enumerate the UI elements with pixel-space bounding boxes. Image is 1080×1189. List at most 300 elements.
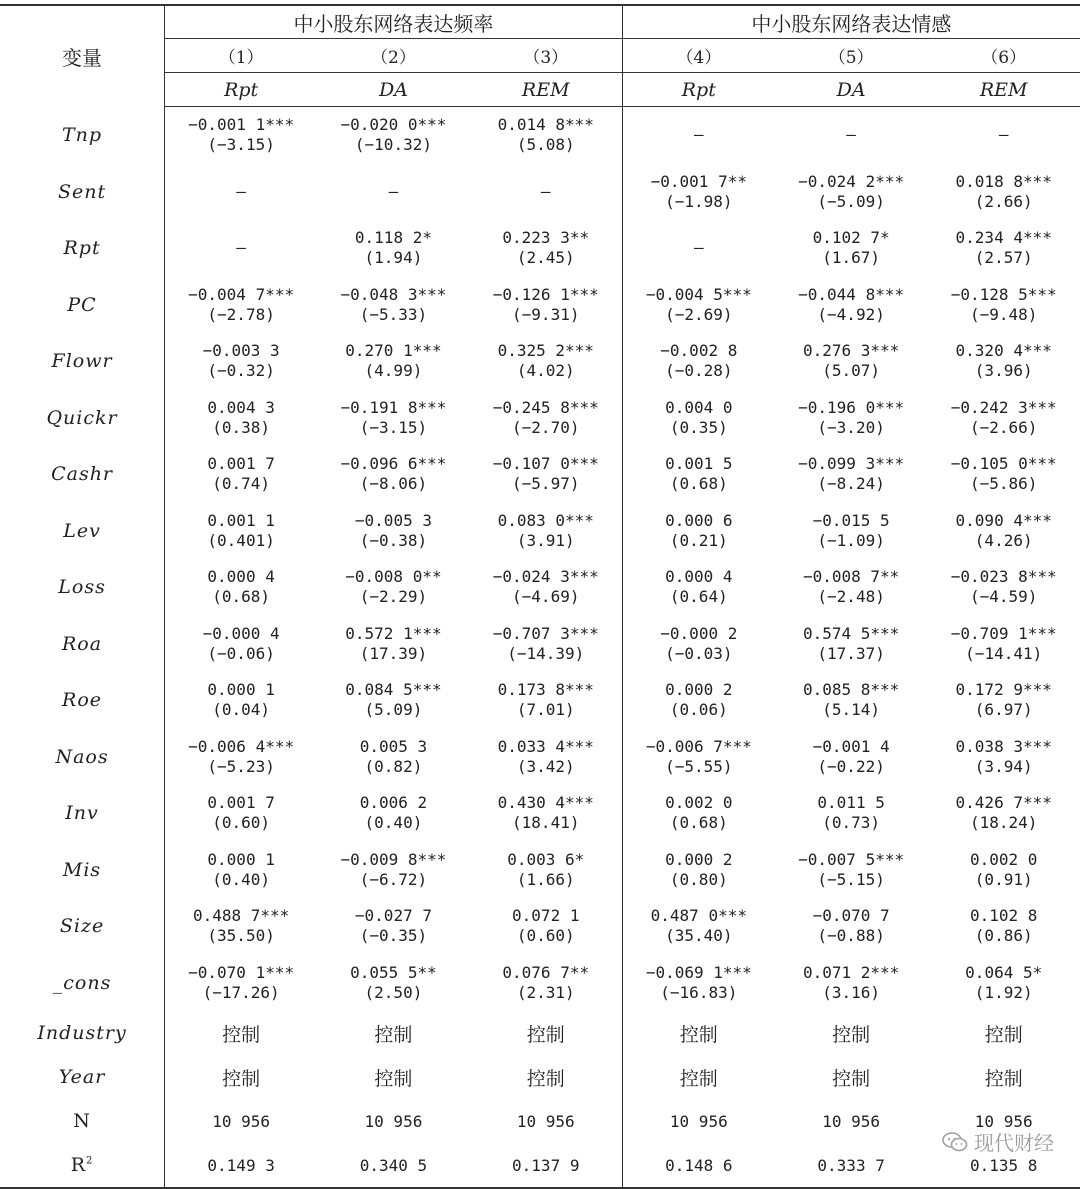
coefficient: 0.000 1: [207, 849, 275, 869]
table-cell: [775, 1143, 928, 1188]
table-cell: [165, 616, 318, 673]
table-row: [0, 559, 1080, 616]
coefficient: −0.009 8***: [340, 849, 447, 869]
column-number: （4）: [676, 48, 722, 68]
coefficient: 0.083 0***: [497, 510, 594, 530]
table-cell: [927, 672, 1080, 729]
table-cell: [317, 164, 470, 221]
t-statistic: (5.14): [822, 700, 881, 720]
coefficient: −0.709 1***: [950, 623, 1057, 643]
table-cell: [775, 390, 928, 447]
control-indicator: 控制: [984, 1067, 1023, 1090]
t-statistic: (−2.70): [512, 417, 580, 437]
t-statistic: (0.21): [669, 530, 728, 550]
coefficient: 0.000 4: [665, 567, 733, 587]
table-cell: [165, 503, 318, 560]
coefficient: −0.044 8***: [798, 284, 905, 304]
t-statistic: (0.73): [822, 813, 881, 833]
t-statistic: (−1.98): [665, 191, 733, 211]
observation-count: 10 956: [669, 1111, 728, 1131]
table-cell: [927, 333, 1080, 390]
table-cell: [775, 333, 928, 390]
t-statistic: (18.24): [969, 813, 1038, 833]
t-statistic: (2.57): [974, 248, 1033, 268]
table-cell: [317, 446, 470, 503]
t-statistic: (35.40): [665, 926, 733, 946]
control-indicator: 控制: [984, 1023, 1023, 1046]
t-statistic: (1.92): [974, 982, 1033, 1002]
coefficient: 0.055 5**: [350, 962, 437, 982]
table-row: [0, 503, 1080, 560]
coefficient: 0.276 3***: [802, 341, 900, 361]
t-statistic: (2.50): [364, 982, 423, 1002]
t-statistic: (2.45): [516, 248, 575, 268]
table-cell: [622, 446, 775, 503]
coefficient: 0.426 7***: [955, 793, 1052, 813]
t-statistic: (5.09): [364, 700, 423, 720]
table-cell: [927, 220, 1080, 277]
coefficient: −0.002 8: [660, 341, 738, 361]
table-cell: [470, 220, 623, 277]
table-cell: [317, 1099, 470, 1143]
table-cell: [470, 559, 623, 616]
coefficient: −0.001 7**: [650, 171, 747, 191]
coefficient: 0.172 9***: [955, 680, 1052, 700]
t-statistic: (4.26): [974, 530, 1033, 550]
table-cell: [470, 842, 623, 899]
t-statistic: (−5.86): [969, 474, 1038, 494]
t-statistic: (−5.33): [359, 304, 428, 324]
wechat-icon: [942, 1132, 968, 1152]
coefficient: 0.000 1: [207, 680, 275, 700]
table-cell: [622, 333, 775, 390]
coefficient: 0.572 1***: [345, 623, 442, 643]
coefficient: 0.004 0: [665, 397, 733, 417]
table-cell: [775, 220, 928, 277]
control-indicator: 控制: [679, 1023, 718, 1046]
coefficient: −0.027 7: [354, 906, 432, 926]
coefficient: 0.002 0: [665, 793, 733, 813]
coefficient: −0.004 5***: [645, 284, 752, 304]
table-cell: [165, 559, 318, 616]
t-statistic: (−0.32): [207, 361, 275, 381]
t-statistic: (−8.06): [359, 474, 428, 494]
row-variable-name: Mis: [0, 842, 165, 899]
t-statistic: (0.35): [669, 417, 728, 437]
table-cell: [622, 220, 775, 277]
coefficient: 0.002 0: [969, 849, 1038, 869]
row-variable-name: Inv: [0, 785, 165, 842]
table-cell: [165, 785, 318, 842]
coefficient: 0.223 3**: [502, 228, 590, 248]
t-statistic: (−9.48): [969, 304, 1038, 324]
coefficient: 0.001 5: [665, 454, 733, 474]
table-cell: [470, 672, 623, 729]
table-row: [0, 898, 1080, 955]
regression-table: [0, 4, 1080, 1189]
t-statistic: (0.91): [974, 869, 1033, 889]
table-cell: [622, 1055, 775, 1099]
observations-row: [0, 1099, 1080, 1143]
table-cell: [317, 955, 470, 1012]
table-cell: [775, 1011, 928, 1055]
coefficient: 0.038 3***: [955, 736, 1052, 756]
coefficient: —: [693, 238, 704, 258]
coefficient: −0.023 8***: [950, 567, 1057, 587]
coefficient: 0.072 1: [512, 906, 580, 926]
coefficient: 0.000 2: [665, 680, 733, 700]
table-cell: [927, 164, 1080, 221]
t-statistic: (0.38): [212, 417, 271, 437]
coefficient: −0.006 4***: [188, 736, 295, 756]
t-statistic: (0.60): [212, 813, 271, 833]
column-number: （6）: [981, 48, 1027, 68]
table-cell: [470, 1099, 623, 1143]
table-row: [0, 333, 1080, 390]
table-cell: [927, 955, 1080, 1012]
coefficient: 0.004 3: [207, 397, 275, 417]
table-cell: [927, 616, 1080, 673]
table-cell: [927, 446, 1080, 503]
coefficient: −0.126 1***: [492, 284, 599, 304]
t-statistic: (−17.26): [202, 982, 280, 1002]
t-statistic: (−5.09): [817, 191, 885, 211]
t-statistic: (−4.69): [512, 587, 580, 607]
coefficient: −0.001 4: [812, 736, 890, 756]
table-cell: [165, 898, 318, 955]
coefficient: —: [998, 125, 1009, 145]
table-cell: [927, 503, 1080, 560]
table-cell: [622, 898, 775, 955]
coefficient: −0.105 0***: [950, 454, 1057, 474]
table-cell: [470, 333, 623, 390]
r-squared-value: 0.149 3: [207, 1155, 275, 1175]
t-statistic: (1.94): [364, 248, 423, 268]
t-statistic: (5.07): [822, 361, 881, 381]
variable-header: 变量: [0, 5, 165, 107]
coefficient: 0.102 8: [969, 906, 1038, 926]
table-cell: [165, 1099, 318, 1143]
table-cell: [317, 1055, 470, 1099]
dependent-variable: Rpt: [622, 73, 775, 107]
table-cell: [775, 559, 928, 616]
table-cell: [470, 616, 623, 673]
table-cell: [470, 785, 623, 842]
table-cell: [622, 842, 775, 899]
coefficient: 0.001 7: [207, 454, 275, 474]
dependent-variable: REM: [927, 73, 1080, 107]
r-squared-value: 0.135 8: [969, 1155, 1038, 1175]
t-statistic: (−14.39): [507, 643, 585, 663]
t-statistic: (0.86): [974, 926, 1033, 946]
coefficient: 0.085 8***: [802, 680, 900, 700]
table-cell: [775, 616, 928, 673]
table-cell: [775, 1099, 928, 1143]
table-cell: [775, 842, 928, 899]
table-cell: [165, 729, 318, 786]
t-statistic: (0.80): [669, 869, 728, 889]
t-statistic: (0.74): [212, 474, 271, 494]
coefficient: —: [388, 181, 399, 201]
table-cell: [165, 955, 318, 1012]
table-cell: [622, 785, 775, 842]
control-row: [0, 1055, 1080, 1099]
coefficient: −0.008 7**: [802, 567, 900, 587]
row-variable-name: Loss: [0, 559, 165, 616]
coefficient: 0.033 4***: [497, 736, 594, 756]
table-cell: [165, 1011, 318, 1055]
coefficient: —: [236, 238, 246, 258]
row-variable-name: Size: [0, 898, 165, 955]
table-cell: [927, 842, 1080, 899]
column-number: （2）: [371, 48, 416, 68]
coefficient: 0.488 7***: [192, 906, 290, 926]
t-statistic: (−4.59): [969, 587, 1038, 607]
table-cell: [927, 277, 1080, 334]
t-statistic: (−10.32): [354, 135, 432, 155]
coefficient: −0.096 6***: [340, 454, 447, 474]
table-cell: [775, 729, 928, 786]
t-statistic: (−0.06): [207, 643, 275, 663]
t-statistic: (−2.78): [207, 304, 275, 324]
table-cell: [317, 1011, 470, 1055]
table-cell: [317, 390, 470, 447]
coefficient: 0.234 4***: [955, 228, 1052, 248]
coefficient: 0.574 5***: [802, 623, 900, 643]
coefficient: −0.070 7: [812, 906, 890, 926]
table-row: [0, 955, 1080, 1012]
t-statistic: (1.67): [822, 248, 881, 268]
dependent-variable: Rpt: [165, 73, 318, 107]
table-cell: [317, 1143, 470, 1188]
dependent-variable: REM: [470, 73, 623, 107]
table-row: [0, 446, 1080, 503]
control-indicator: 控制: [526, 1067, 565, 1090]
coefficient: 0.014 8***: [497, 115, 594, 135]
row-variable-name: Year: [0, 1055, 165, 1099]
table-cell: [927, 898, 1080, 955]
table-cell: [622, 729, 775, 786]
t-statistic: (−0.22): [817, 756, 885, 776]
t-statistic: (−5.23): [207, 756, 275, 776]
table-cell: [470, 955, 623, 1012]
table-cell: [927, 390, 1080, 447]
row-variable-name: Lev: [0, 503, 165, 560]
coefficient: 0.118 2*: [354, 228, 432, 248]
observation-count: 10 956: [516, 1111, 575, 1131]
row-variable-name: N: [0, 1099, 165, 1143]
table-cell: [165, 672, 318, 729]
r-squared-value: 0.340 5: [359, 1155, 428, 1175]
table-cell: [317, 559, 470, 616]
row-variable-name: Cashr: [0, 446, 165, 503]
t-statistic: (0.04): [212, 700, 271, 720]
table-cell: [775, 107, 928, 164]
table-cell: [775, 785, 928, 842]
t-statistic: (4.99): [364, 361, 423, 381]
coefficient: −0.107 0***: [492, 454, 599, 474]
table-cell: [165, 107, 318, 164]
coefficient: −0.005 3: [354, 510, 432, 530]
table-cell: [775, 898, 928, 955]
table-cell: [622, 277, 775, 334]
t-statistic: (−2.66): [969, 417, 1038, 437]
coefficient: 0.084 5***: [345, 680, 442, 700]
t-statistic: (3.42): [516, 756, 575, 776]
coefficient: —: [846, 125, 856, 145]
r-squared-value: 0.137 9: [512, 1155, 580, 1175]
table-cell: [317, 616, 470, 673]
table-row: [0, 729, 1080, 786]
coefficient: −0.707 3***: [492, 623, 599, 643]
table-cell: [622, 1143, 775, 1188]
table-cell: [317, 898, 470, 955]
table-cell: [622, 107, 775, 164]
dependent-variable: DA: [775, 73, 928, 107]
table-cell: [317, 503, 470, 560]
r-squared-value: 0.333 7: [817, 1155, 885, 1175]
coefficient: 0.102 7*: [812, 228, 890, 248]
table-cell: [165, 220, 318, 277]
t-statistic: (−14.41): [965, 643, 1043, 663]
coefficient: −0.048 3***: [340, 284, 447, 304]
row-variable-name: Roa: [0, 616, 165, 673]
table-cell: [927, 729, 1080, 786]
table-cell: [622, 955, 775, 1012]
table-row: [0, 107, 1080, 164]
coefficient: −0.069 1***: [645, 962, 752, 982]
row-variable-name: [0, 1143, 165, 1188]
control-indicator: 控制: [832, 1023, 871, 1046]
control-indicator: 控制: [526, 1023, 565, 1046]
t-statistic: (7.01): [516, 700, 575, 720]
coefficient: 0.001 1: [207, 510, 275, 530]
r-squared-row: [0, 1143, 1080, 1188]
table-cell: [317, 785, 470, 842]
coefficient: 0.000 2: [665, 849, 733, 869]
column-number: （3）: [470, 39, 623, 73]
coefficient: 0.076 7**: [502, 962, 590, 982]
table-row: [0, 785, 1080, 842]
coefficient: −0.128 5***: [950, 284, 1057, 304]
t-statistic: (−16.83): [660, 982, 738, 1002]
coefficient: −0.000 2: [660, 623, 738, 643]
table-cell: [470, 503, 623, 560]
t-statistic: (0.40): [212, 869, 271, 889]
t-statistic: (3.94): [974, 756, 1033, 776]
table-cell: [622, 559, 775, 616]
t-statistic: (0.82): [364, 756, 423, 776]
table-cell: [470, 1055, 623, 1099]
coefficient: −0.004 7***: [188, 284, 295, 304]
r-squared-label: R: [70, 1154, 87, 1176]
t-statistic: (0.40): [364, 813, 423, 833]
coefficient: —: [236, 181, 246, 201]
table-cell: [470, 446, 623, 503]
table-cell: [470, 1011, 623, 1055]
coefficient: 0.006 2: [359, 793, 428, 813]
coefficient: 0.001 7: [207, 793, 275, 813]
t-statistic: (0.68): [669, 474, 728, 494]
control-indicator: 控制: [222, 1067, 261, 1090]
t-statistic: (−1.09): [817, 530, 885, 550]
t-statistic: (4.02): [516, 361, 575, 381]
table-cell: [622, 672, 775, 729]
coefficient: −0.015 5: [812, 510, 890, 530]
table-cell: [775, 1055, 928, 1099]
watermark: [942, 1127, 1054, 1156]
table-cell: [775, 503, 928, 560]
coefficient: −0.007 5***: [798, 849, 905, 869]
watermark-text: 现代财经: [974, 1131, 1054, 1155]
t-statistic: (3.16): [822, 982, 881, 1002]
t-statistic: (−9.31): [512, 304, 580, 324]
table-cell: [622, 616, 775, 673]
observation-count: 10 956: [822, 1111, 881, 1131]
table-cell: [317, 220, 470, 277]
table-row: [0, 672, 1080, 729]
control-indicator: 控制: [374, 1067, 413, 1090]
coefficient: 0.173 8***: [497, 680, 594, 700]
coefficient: −0.001 1***: [188, 115, 295, 135]
coefficient: −0.008 0**: [345, 567, 442, 587]
table-cell: [927, 559, 1080, 616]
coefficient: 0.430 4***: [497, 793, 594, 813]
table-cell: [470, 390, 623, 447]
coefficient: —: [693, 125, 704, 145]
coefficient: −0.000 4: [202, 623, 280, 643]
t-statistic: (−2.48): [817, 587, 885, 607]
table-cell: [927, 1055, 1080, 1099]
table-cell: [622, 164, 775, 221]
t-statistic: (0.64): [669, 587, 728, 607]
control-indicator: 控制: [832, 1067, 871, 1090]
coefficient: 0.000 4: [207, 567, 275, 587]
r-squared-value: 0.148 6: [665, 1155, 733, 1175]
table-body: [0, 107, 1080, 1189]
column-number: （1）: [218, 48, 264, 68]
table-row: [0, 842, 1080, 899]
coefficient: 0.071 2***: [802, 962, 900, 982]
coefficient: −0.020 0***: [340, 115, 447, 135]
table-row: [0, 390, 1080, 447]
row-variable-name: Industry: [0, 1011, 165, 1055]
coefficient: −0.006 7***: [645, 736, 752, 756]
table-cell: [622, 1011, 775, 1055]
table-cell: [165, 842, 318, 899]
column-number: （5）: [828, 48, 874, 68]
coefficient: 0.487 0***: [650, 906, 747, 926]
r-squared-superscript: 2: [86, 1155, 94, 1167]
t-statistic: (0.60): [516, 926, 575, 946]
t-statistic: (−0.35): [359, 926, 428, 946]
table-row: [0, 164, 1080, 221]
coefficient: −0.196 0***: [798, 397, 905, 417]
table-row: [0, 616, 1080, 673]
control-indicator: 控制: [222, 1023, 261, 1046]
coefficient: 0.325 2***: [497, 341, 594, 361]
coefficient: 0.000 6: [665, 510, 733, 530]
t-statistic: (−3.20): [817, 417, 885, 437]
t-statistic: (0.68): [212, 587, 271, 607]
table-cell: [165, 333, 318, 390]
row-variable-name: Flowr: [0, 333, 165, 390]
t-statistic: (0.06): [669, 700, 728, 720]
row-variable-name: _cons: [0, 955, 165, 1012]
t-statistic: (−5.55): [665, 756, 733, 776]
t-statistic: (−2.29): [359, 587, 428, 607]
coefficient: 0.270 1***: [345, 341, 442, 361]
